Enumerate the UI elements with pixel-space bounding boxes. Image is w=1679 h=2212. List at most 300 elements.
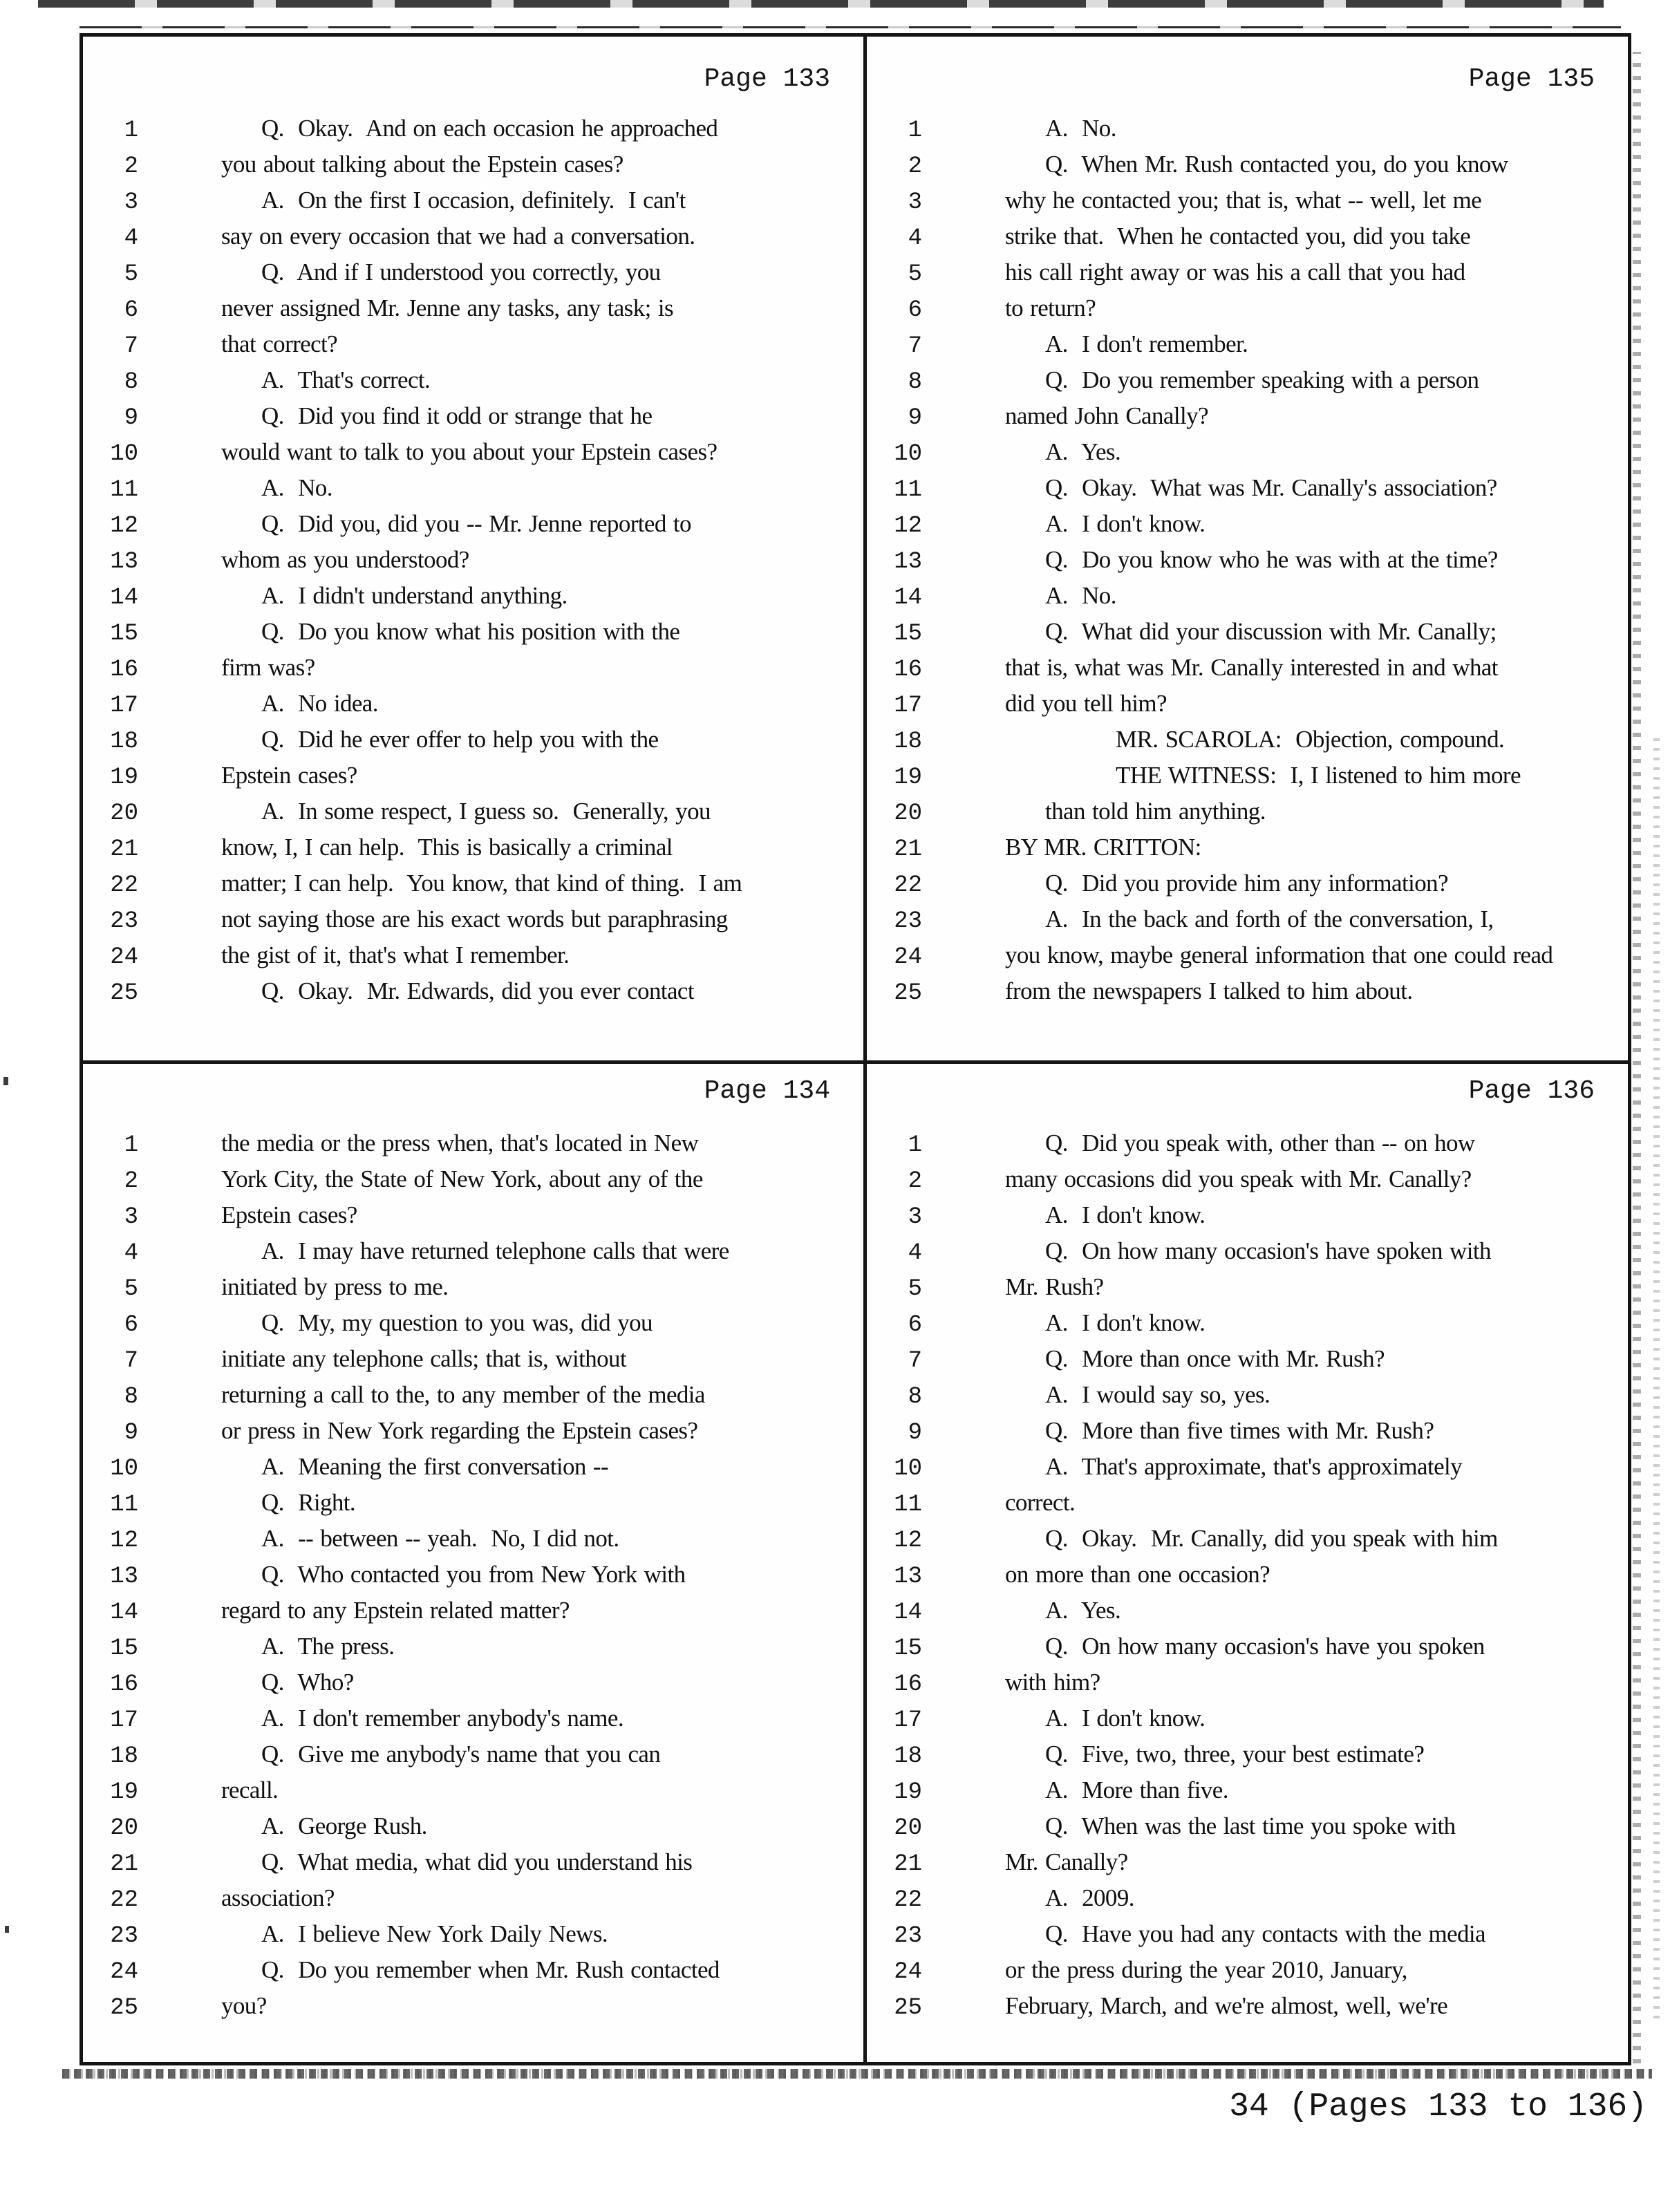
transcript-line	[83, 362, 863, 398]
line-number: 1	[908, 118, 922, 144]
line-text: Q. Do you remember when Mr. Rush contacted	[261, 1956, 720, 1983]
line-number: 18	[110, 1743, 138, 1770]
line-number: 17	[110, 1707, 138, 1734]
line-text: Q. Did you speak with, other than -- on how	[1045, 1130, 1475, 1156]
scan-speck	[5, 1926, 9, 1933]
line-text: A. That's correct.	[261, 366, 431, 393]
transcript-line	[83, 290, 863, 326]
line-text: Q. Okay. And on each occasion he approached	[261, 115, 718, 142]
transcript-line	[83, 1521, 863, 1557]
line-number: 21	[110, 1851, 138, 1877]
transcript-line	[83, 973, 863, 1009]
transcript-line	[83, 1629, 863, 1665]
line-text: Q. Who contacted you from New York with	[261, 1561, 686, 1588]
line-text: Q. Right.	[261, 1489, 356, 1516]
transcript-line	[867, 973, 1628, 1009]
transcript-line	[83, 722, 863, 758]
line-number: 13	[894, 1564, 922, 1590]
line-text: A. No.	[261, 474, 332, 501]
line-number: 22	[894, 1887, 922, 1913]
line-number: 9	[908, 405, 922, 431]
line-text: A. In some respect, I guess so. Generally, you	[261, 798, 711, 825]
transcript-line	[83, 1305, 863, 1341]
line-number: 4	[908, 1240, 922, 1266]
line-text: A. On the first I occasion, definitely. I can't	[261, 187, 686, 214]
line-text: from the newspapers I talked to him about.	[1005, 977, 1413, 1004]
line-number: 12	[110, 513, 138, 539]
transcript-line	[83, 1952, 863, 1988]
line-text: Q. Okay. Mr. Edwards, did you ever contact	[261, 977, 694, 1004]
line-text: association?	[221, 1884, 335, 1911]
transcript-line	[867, 830, 1628, 865]
line-number: 1	[908, 1132, 922, 1159]
transcript-line	[83, 1485, 863, 1521]
line-number: 6	[908, 1312, 922, 1338]
line-text: A. I don't know.	[1045, 1309, 1206, 1336]
transcript-line	[867, 865, 1628, 901]
line-number: 18	[894, 729, 922, 755]
transcript-lines	[867, 1125, 1628, 2024]
transcript-line	[867, 1557, 1628, 1593]
line-number: 6	[124, 297, 138, 324]
transcript-line	[867, 1521, 1628, 1557]
transcript-line	[867, 937, 1628, 973]
line-text: A. Yes.	[1045, 438, 1121, 465]
line-number: 20	[894, 1815, 922, 1841]
line-number: 3	[908, 1204, 922, 1230]
line-text: say on every occasion that we had a conversation.	[221, 223, 695, 250]
line-text: that correct?	[221, 330, 338, 357]
line-text: the gist of it, that's what I remember.	[221, 941, 570, 968]
line-text: BY MR. CRITTON:	[1005, 834, 1201, 861]
line-number: 16	[894, 657, 922, 683]
page-135	[867, 37, 1628, 1060]
line-text: why he contacted you; that is, what -- well, let me	[1005, 187, 1482, 214]
line-number: 4	[908, 225, 922, 252]
line-text: not saying those are his exact words but paraphrasing	[221, 906, 728, 932]
transcript-line	[83, 1413, 863, 1449]
line-number: 1	[124, 1132, 138, 1159]
line-number: 24	[894, 944, 922, 971]
transcript-line	[83, 1233, 863, 1269]
line-number: 15	[110, 621, 138, 647]
line-text: Q. What media, what did you understand his	[261, 1848, 693, 1875]
line-number: 21	[894, 1851, 922, 1877]
transcript-line	[83, 901, 863, 937]
transcript-line	[867, 1880, 1628, 1916]
line-number: 24	[894, 1959, 922, 1985]
line-number: 13	[110, 1564, 138, 1590]
transcript-line	[83, 470, 863, 506]
line-text: Q. When Mr. Rush contacted you, do you know	[1045, 151, 1508, 178]
line-number: 22	[110, 872, 138, 899]
transcript-line	[867, 614, 1628, 650]
page-header: Page 133	[704, 64, 830, 94]
transcript-line	[867, 1485, 1628, 1521]
line-number: 21	[110, 836, 138, 863]
line-text: Q. More than once with Mr. Rush?	[1045, 1345, 1385, 1372]
transcript-line	[867, 1377, 1628, 1413]
line-text: Q. Do you know who he was with at the time?	[1045, 546, 1498, 573]
transcript-line	[867, 398, 1628, 434]
line-text: Epstein cases?	[221, 1201, 357, 1228]
line-text: A. I would say so, yes.	[1045, 1381, 1270, 1408]
line-number: 17	[894, 1707, 922, 1734]
line-text: whom as you understood?	[221, 546, 469, 573]
line-number: 3	[124, 189, 138, 216]
line-number: 16	[110, 657, 138, 683]
transcript-line	[83, 1772, 863, 1808]
line-text: than told him anything.	[1045, 798, 1266, 825]
line-number: 23	[894, 1923, 922, 1949]
line-text: A. I don't know.	[1045, 1705, 1206, 1732]
transcript-line	[867, 1736, 1628, 1772]
line-number: 10	[110, 441, 138, 467]
transcript-line	[83, 614, 863, 650]
line-text: or the press during the year 2010, January,	[1005, 1956, 1407, 1983]
transcript-line	[867, 218, 1628, 254]
transcript-line	[867, 1413, 1628, 1449]
line-number: 24	[110, 944, 138, 971]
line-number: 13	[894, 549, 922, 575]
transcript-line	[867, 1700, 1628, 1736]
line-text: Q. Give me anybody's name that you can	[261, 1741, 661, 1768]
transcript-line	[867, 1161, 1628, 1197]
line-text: A. I may have returned telephone calls that were	[261, 1237, 729, 1264]
line-number: 2	[124, 153, 138, 180]
line-text: York City, the State of New York, about any of the	[221, 1165, 703, 1192]
transcript-lines	[83, 1125, 863, 2024]
line-text: Q. Did you provide him any information?	[1045, 870, 1448, 897]
line-text: Mr. Canally?	[1005, 1848, 1128, 1875]
line-text: strike that. When he contacted you, did you take	[1005, 223, 1471, 250]
transcript-line	[867, 506, 1628, 542]
line-text: with him?	[1005, 1669, 1100, 1696]
line-number: 12	[110, 1528, 138, 1554]
transcript-line	[83, 650, 863, 686]
transcript-line	[83, 218, 863, 254]
transcript-line	[867, 147, 1628, 182]
line-text: many occasions did you speak with Mr. Canally?	[1005, 1165, 1472, 1192]
transcript-line	[83, 1988, 863, 2024]
line-number: 19	[110, 1779, 138, 1806]
scan-noise-right-strip	[1633, 52, 1641, 2063]
line-number: 3	[908, 189, 922, 216]
line-text: Q. Do you know what his position with the	[261, 618, 680, 645]
transcript-lines	[83, 111, 863, 1009]
line-text: the media or the press when, that's located in New	[221, 1130, 699, 1156]
line-text: Mr. Rush?	[1005, 1273, 1104, 1300]
page-134	[83, 1064, 863, 2062]
page-133	[83, 37, 863, 1060]
line-text: A. I don't remember.	[1045, 330, 1248, 357]
line-text: Q. Did he ever offer to help you with the	[261, 726, 659, 753]
line-number: 7	[124, 333, 138, 359]
line-text: Q. Did you, did you -- Mr. Jenne reported to	[261, 510, 691, 537]
transcript-line	[867, 901, 1628, 937]
transcript-line	[83, 578, 863, 614]
page-range-footer: 34 (Pages 133 to 136)	[1229, 2088, 1647, 2126]
line-number: 9	[124, 1420, 138, 1446]
line-number: 16	[894, 1671, 922, 1698]
line-number: 18	[894, 1743, 922, 1770]
line-text: Q. Five, two, three, your best estimate?	[1045, 1741, 1425, 1768]
line-text: to return?	[1005, 294, 1096, 321]
line-number: 25	[894, 980, 922, 1006]
line-number: 18	[110, 729, 138, 755]
scan-speck	[3, 1077, 8, 1085]
line-number: 15	[894, 621, 922, 647]
transcript-line	[867, 1629, 1628, 1665]
line-text: MR. SCAROLA: Objection, compound.	[1116, 726, 1505, 753]
line-text: matter; I can help. You know, that kind of thing. I am	[221, 870, 742, 897]
line-number: 19	[110, 765, 138, 791]
line-text: A. No idea.	[261, 690, 378, 717]
line-text: A. I don't know.	[1045, 1201, 1206, 1228]
line-text: Epstein cases?	[221, 762, 357, 789]
line-number: 11	[110, 477, 138, 503]
page-header: Page 134	[704, 1076, 830, 1106]
transcript-line	[867, 1305, 1628, 1341]
line-number: 8	[908, 369, 922, 395]
transcript-line	[83, 254, 863, 290]
line-number: 13	[110, 549, 138, 575]
line-number: 12	[894, 513, 922, 539]
line-number: 11	[894, 477, 922, 503]
line-text: Q. Did you find it odd or strange that he	[261, 402, 653, 429]
line-text: A. I don't remember anybody's name.	[261, 1705, 623, 1732]
line-text: A. I don't know.	[1045, 510, 1206, 537]
transcript-line	[83, 758, 863, 794]
line-text: A. That's approximate, that's approximately	[1045, 1453, 1463, 1480]
line-number: 14	[110, 585, 138, 611]
transcript-line	[867, 1772, 1628, 1808]
line-text: or press in New York regarding the Epstein cases?	[221, 1417, 698, 1444]
line-number: 2	[908, 153, 922, 180]
line-text: Q. On how many occasion's have spoken with	[1045, 1237, 1491, 1264]
transcript-line	[867, 1808, 1628, 1844]
line-number: 14	[894, 585, 922, 611]
line-number: 11	[894, 1492, 922, 1518]
transcript-line	[83, 506, 863, 542]
line-number: 19	[894, 1779, 922, 1806]
transcript-line	[867, 650, 1628, 686]
line-text: firm was?	[221, 654, 315, 681]
transcript-line	[867, 1844, 1628, 1880]
line-number: 20	[110, 800, 138, 827]
transcript-line	[867, 1449, 1628, 1485]
line-number: 25	[110, 980, 138, 1006]
transcript-line	[83, 1197, 863, 1233]
transcript-line	[83, 1700, 863, 1736]
line-number: 14	[894, 1600, 922, 1626]
transcript-line	[867, 1665, 1628, 1700]
transcript-line	[867, 326, 1628, 362]
scan-noise-top-line	[79, 26, 1621, 28]
line-number: 9	[908, 1420, 922, 1446]
line-number: 22	[894, 872, 922, 899]
transcript-line	[83, 1844, 863, 1880]
line-number: 23	[894, 908, 922, 935]
line-text: recall.	[221, 1777, 279, 1803]
line-number: 9	[124, 405, 138, 431]
line-text: Q. My, my question to you was, did you	[261, 1309, 653, 1336]
line-number: 17	[894, 693, 922, 719]
transcript-line	[867, 542, 1628, 578]
line-number: 25	[110, 1995, 138, 2021]
line-text: A. More than five.	[1045, 1777, 1228, 1803]
transcript-line	[867, 1952, 1628, 1988]
transcript-line	[867, 1988, 1628, 2024]
transcript-line	[867, 578, 1628, 614]
line-number: 11	[110, 1492, 138, 1518]
transcript-line	[83, 1736, 863, 1772]
line-text: A. -- between -- yeah. No, I did not.	[261, 1525, 619, 1552]
line-text: returning a call to the, to any member of the media	[221, 1381, 705, 1408]
line-number: 22	[110, 1887, 138, 1913]
transcript-line	[83, 937, 863, 973]
line-text: initiate any telephone calls; that is, without	[221, 1345, 627, 1372]
page-136	[867, 1064, 1628, 2062]
transcript-line	[83, 1161, 863, 1197]
line-text: never assigned Mr. Jenne any tasks, any task; is	[221, 294, 674, 321]
transcript-line	[83, 794, 863, 830]
line-number: 7	[908, 333, 922, 359]
transcript-line	[867, 1916, 1628, 1952]
line-number: 10	[110, 1456, 138, 1482]
line-number: 2	[124, 1168, 138, 1194]
transcript-line	[867, 1341, 1628, 1377]
line-number: 15	[894, 1635, 922, 1662]
line-number: 4	[124, 1240, 138, 1266]
transcript-line	[867, 686, 1628, 722]
line-text: A. I didn't understand anything.	[261, 582, 568, 609]
line-number: 5	[908, 261, 922, 288]
line-number: 25	[894, 1995, 922, 2021]
transcript-line	[83, 686, 863, 722]
line-number: 15	[110, 1635, 138, 1662]
transcript-lines	[867, 111, 1628, 1009]
transcript-line	[867, 1233, 1628, 1269]
line-number: 12	[894, 1528, 922, 1554]
line-text: Q. Do you remember speaking with a person	[1045, 366, 1479, 393]
line-text: THE WITNESS: I, I listened to him more	[1116, 762, 1521, 789]
transcript-line	[83, 398, 863, 434]
line-text: Q. When was the last time you spoke with	[1045, 1812, 1456, 1839]
line-text: you?	[221, 1992, 267, 2019]
line-text: did you tell him?	[1005, 690, 1167, 717]
transcript-line	[867, 111, 1628, 147]
line-text: Q. Who?	[261, 1669, 354, 1696]
line-number: 7	[908, 1348, 922, 1374]
transcript-line	[867, 758, 1628, 794]
line-number: 8	[124, 369, 138, 395]
line-text: Q. More than five times with Mr. Rush?	[1045, 1417, 1434, 1444]
line-text: you about talking about the Epstein cases?	[221, 151, 623, 178]
transcript-line	[83, 1808, 863, 1844]
transcript-line	[867, 722, 1628, 758]
transcript-line	[83, 1665, 863, 1700]
transcript-line	[83, 542, 863, 578]
transcript-line	[867, 470, 1628, 506]
transcript-line	[867, 182, 1628, 218]
line-text: A. The press.	[261, 1633, 395, 1660]
transcript-line	[83, 182, 863, 218]
line-text: initiated by press to me.	[221, 1273, 449, 1300]
line-number: 20	[110, 1815, 138, 1841]
line-number: 23	[110, 1923, 138, 1949]
page-header: Page 135	[1468, 64, 1595, 94]
transcript-line	[83, 1377, 863, 1413]
transcript-line	[83, 1341, 863, 1377]
line-text: Q. And if I understood you correctly, you	[261, 259, 661, 285]
line-text: Q. Have you had any contacts with the media	[1045, 1920, 1485, 1947]
line-number: 21	[894, 836, 922, 863]
line-number: 10	[894, 441, 922, 467]
line-text: A. In the back and forth of the conversation, I,	[1045, 906, 1494, 932]
line-number: 8	[908, 1384, 922, 1410]
transcript-line	[83, 326, 863, 362]
transcript-line	[83, 1557, 863, 1593]
line-text: Q. What did your discussion with Mr. Canally;	[1045, 618, 1497, 645]
transcript-line	[83, 1449, 863, 1485]
line-number: 5	[124, 261, 138, 288]
line-text: February, March, and we're almost, well, we're	[1005, 1992, 1448, 2019]
transcript-line	[83, 1269, 863, 1305]
transcript-line	[83, 865, 863, 901]
transcript-line	[83, 111, 863, 147]
transcript-line	[83, 1593, 863, 1629]
line-number: 6	[908, 297, 922, 324]
transcript-line	[83, 434, 863, 470]
transcript-line	[83, 830, 863, 865]
line-text: that is, what was Mr. Canally interested in and what	[1005, 654, 1498, 681]
line-text: correct.	[1005, 1489, 1076, 1516]
line-number: 2	[908, 1168, 922, 1194]
line-text: on more than one occasion?	[1005, 1561, 1270, 1588]
page-header: Page 136	[1468, 1076, 1595, 1106]
transcript-line	[867, 362, 1628, 398]
line-text: A. No.	[1045, 115, 1116, 142]
line-number: 19	[894, 765, 922, 791]
line-text: A. Meaning the first conversation --	[261, 1453, 609, 1480]
transcript-line	[867, 434, 1628, 470]
line-text: Q. Okay. Mr. Canally, did you speak with him	[1045, 1525, 1498, 1552]
line-number: 23	[110, 908, 138, 935]
line-number: 10	[894, 1456, 922, 1482]
line-text: named John Canally?	[1005, 402, 1208, 429]
line-text: Q. On how many occasion's have you spoken	[1045, 1633, 1485, 1660]
line-number: 7	[124, 1348, 138, 1374]
line-number: 1	[124, 118, 138, 144]
line-number: 17	[110, 693, 138, 719]
transcript-line	[83, 147, 863, 182]
line-text: A. 2009.	[1045, 1884, 1134, 1911]
transcript-line	[83, 1916, 863, 1952]
transcript-line	[83, 1125, 863, 1161]
line-number: 14	[110, 1600, 138, 1626]
transcript-line	[867, 794, 1628, 830]
transcript-line	[867, 1125, 1628, 1161]
line-text: Q. Okay. What was Mr. Canally's association?	[1045, 474, 1497, 501]
line-text: regard to any Epstein related matter?	[221, 1597, 570, 1624]
line-text: A. I believe New York Daily News.	[261, 1920, 608, 1947]
transcript-line	[867, 1593, 1628, 1629]
line-number: 4	[124, 225, 138, 252]
line-number: 3	[124, 1204, 138, 1230]
line-number: 5	[124, 1276, 138, 1302]
line-text: would want to talk to you about your Epstein cases?	[221, 438, 717, 465]
